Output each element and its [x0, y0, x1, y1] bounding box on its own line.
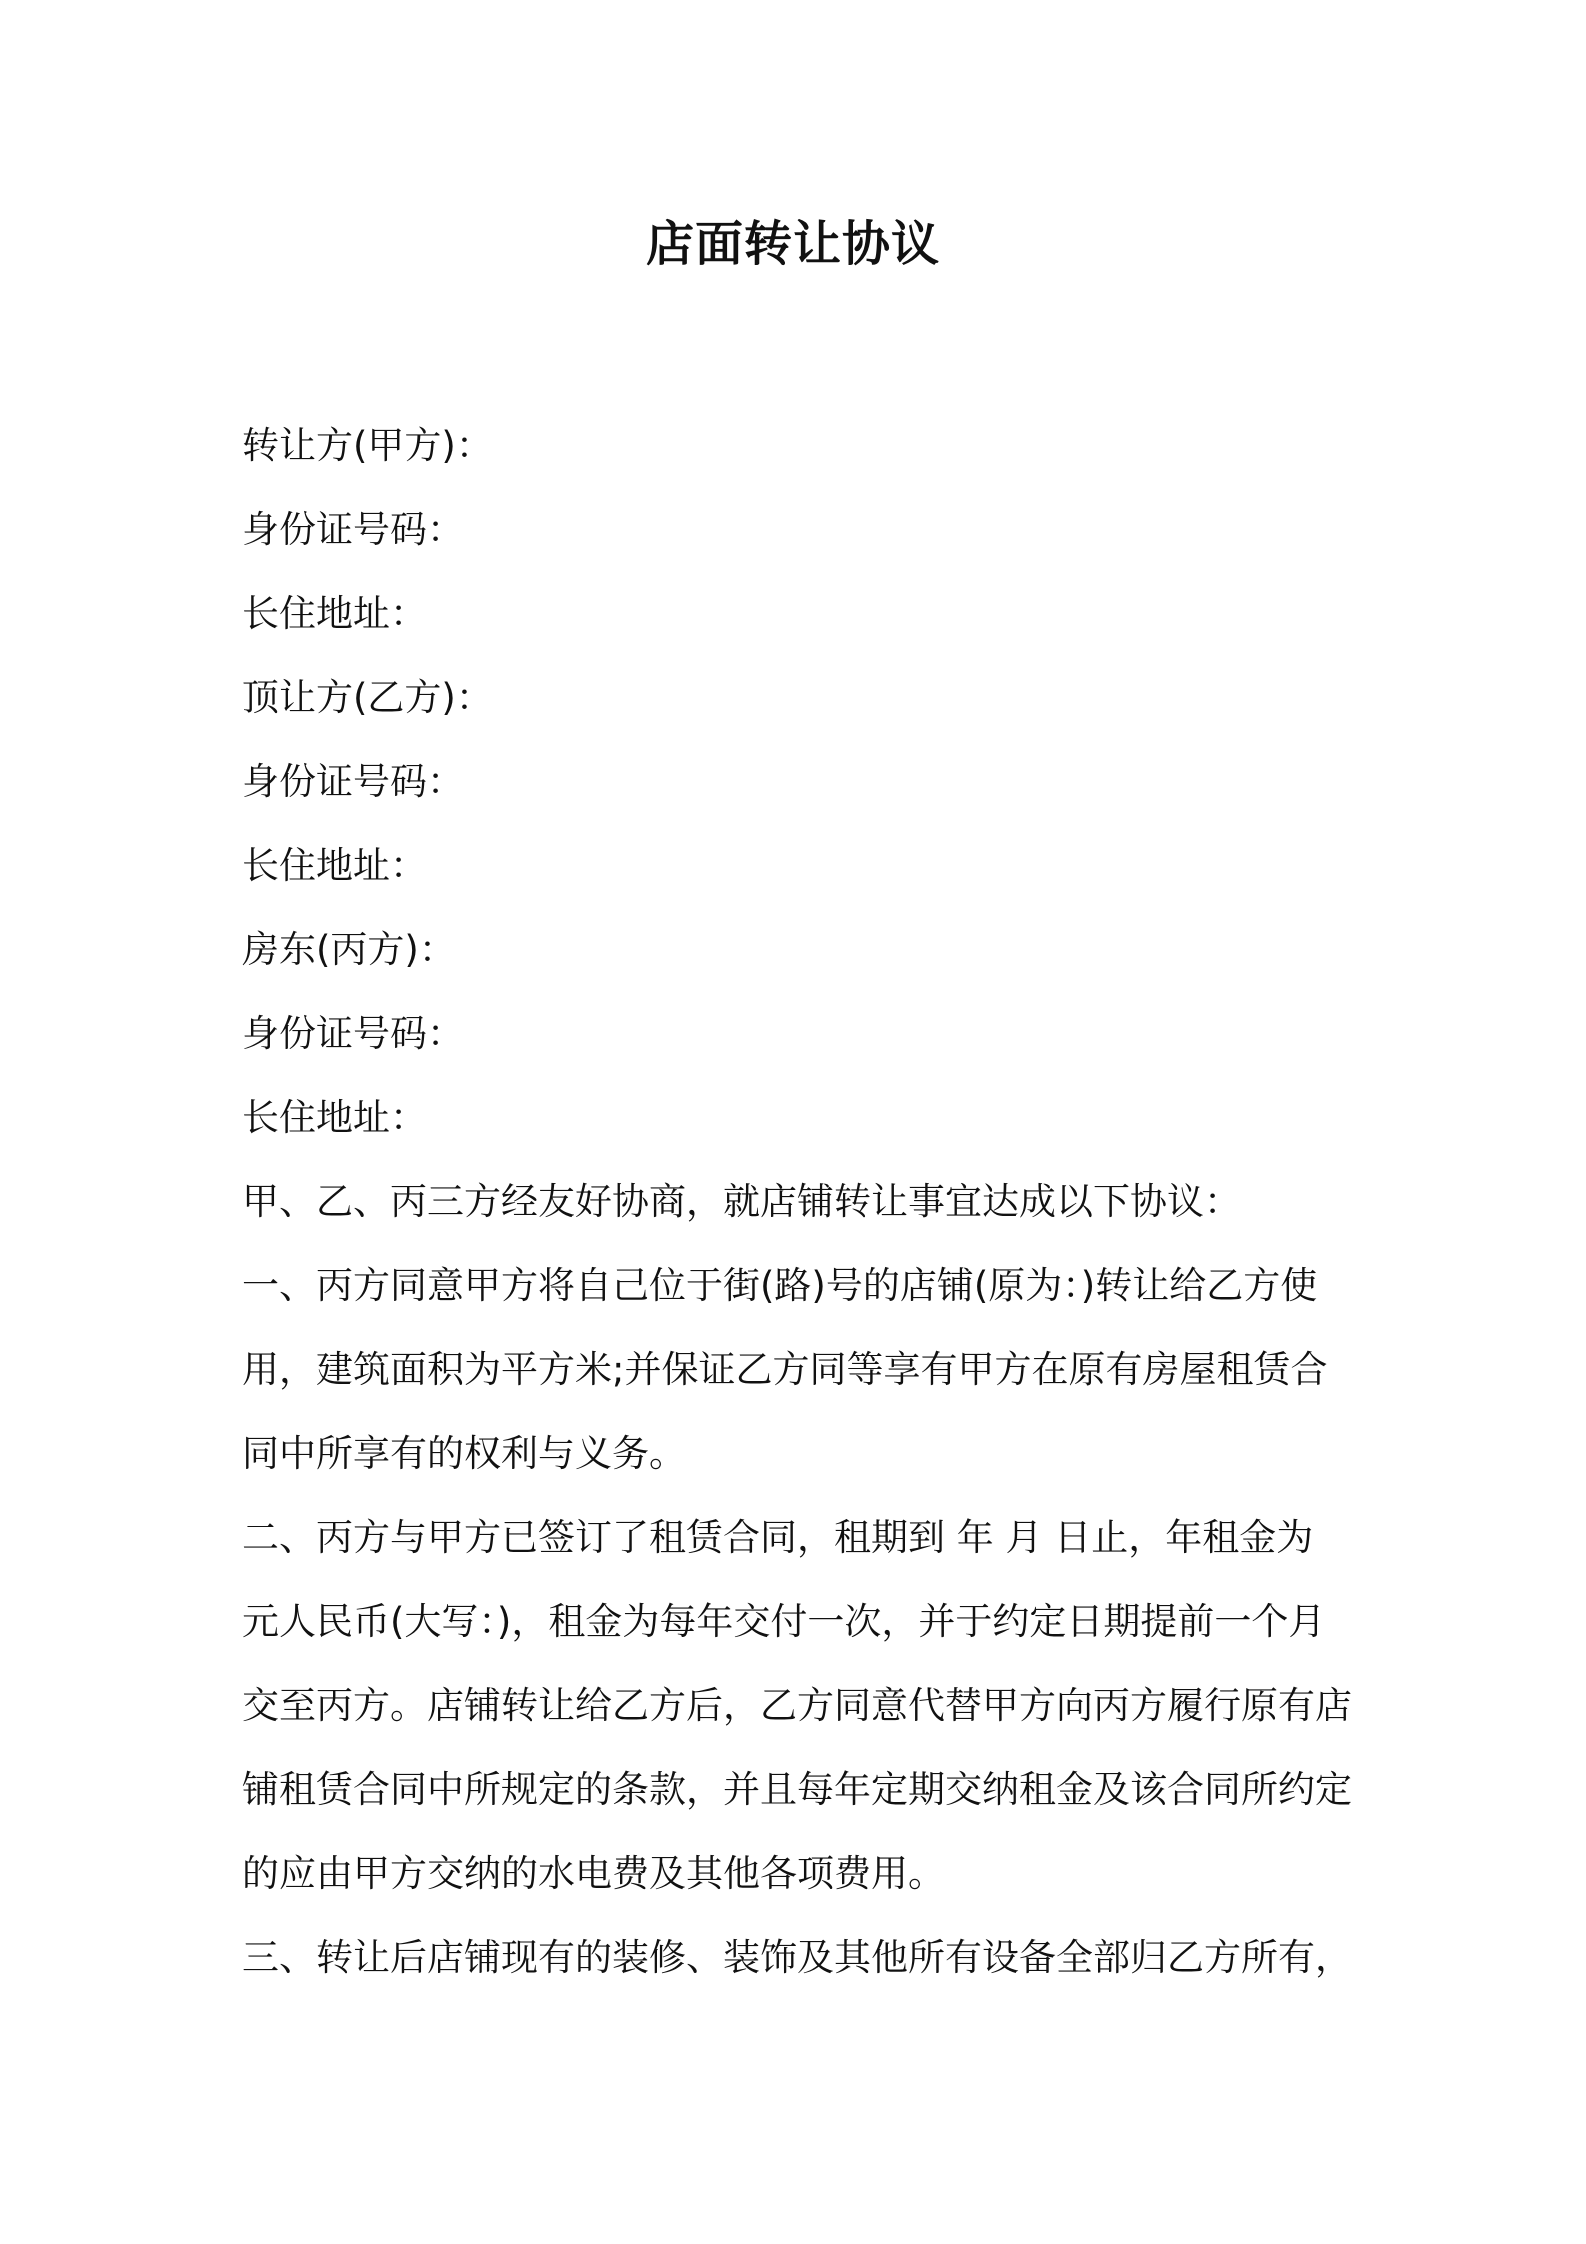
clause-2-line: 二、丙方与甲方已签订了租赁合同，租期到 年 月 日止，年租金为	[242, 1516, 1314, 1559]
party-c-label: 房东(丙方)：	[242, 928, 456, 971]
intro-paragraph: 甲、乙、丙三方经友好协商，就店铺转让事宜达成以下协议：	[242, 1180, 1241, 1223]
party-c-address-label: 长住地址：	[242, 1096, 427, 1139]
clause-2-line: 交至丙方。店铺转让给乙方后，乙方同意代替甲方向丙方履行原有店	[242, 1684, 1352, 1727]
clause-2-line: 的应由甲方交纳的水电费及其他各项费用。	[242, 1852, 945, 1895]
clause-2-line: 铺租赁合同中所规定的条款，并且每年定期交纳租金及该合同所约定	[242, 1768, 1352, 1811]
clause-2-line: 元人民币(大写：)，租金为每年交付一次，并于约定日期提前一个月	[242, 1600, 1326, 1643]
document-title: 店面转让协议	[645, 216, 940, 272]
party-b-id-label: 身份证号码：	[242, 760, 464, 803]
document-body	[242, 404, 1362, 2000]
party-b-label: 顶让方(乙方)：	[242, 676, 493, 719]
party-a-label: 转让方(甲方)：	[242, 424, 493, 467]
party-a-id-label: 身份证号码：	[242, 508, 464, 551]
party-c-id-label: 身份证号码：	[242, 1012, 464, 1055]
clause-1-line: 一、丙方同意甲方将自己位于街(路)号的店铺(原为：)转让给乙方使	[242, 1264, 1318, 1307]
clause-3-line: 三、转让后店铺现有的装修、装饰及其他所有设备全部归乙方所有，	[242, 1936, 1352, 1979]
party-b-address-label: 长住地址：	[242, 844, 427, 887]
clause-1-line: 同中所享有的权利与义务。	[242, 1432, 686, 1475]
party-a-address-label: 长住地址：	[242, 592, 427, 635]
clause-1-line: 用，建筑面积为平方米;并保证乙方同等享有甲方在原有房屋租赁合	[242, 1348, 1328, 1391]
